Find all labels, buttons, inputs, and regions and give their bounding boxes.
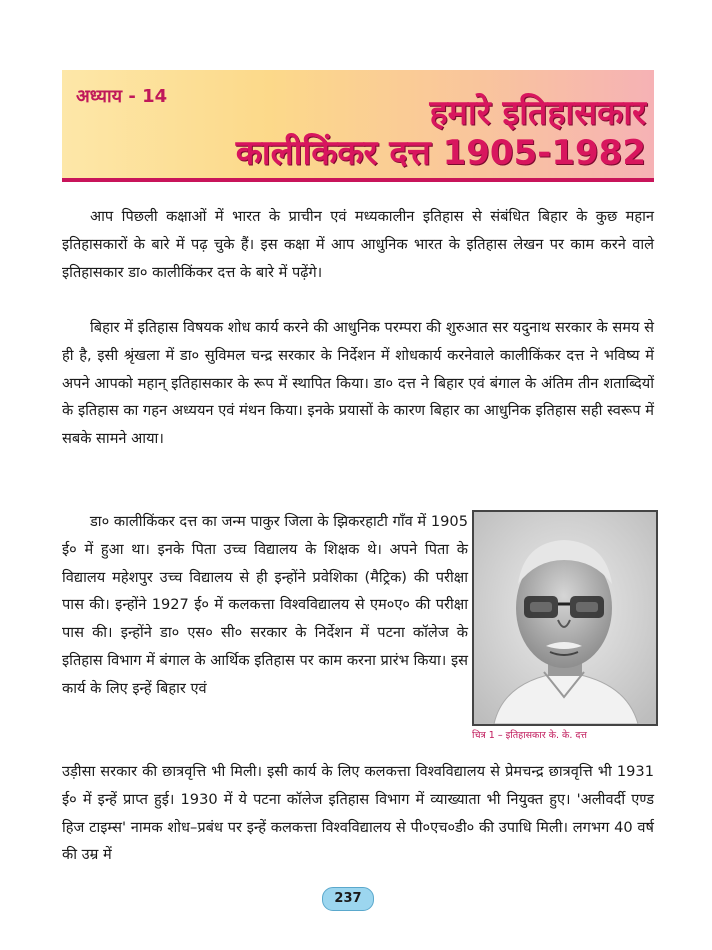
- paragraph-intro: आप पिछली कक्षाओं में भारत के प्राचीन एवं मध्यकालीन इतिहास से संबंधित बिहार के कुछ महान इतिहासकारों के बारे में पढ़ चुके हैं। इस कक्षा में आप आधुनिक भारत के इतिहास लेखन पर काम करने वाले इतिहासकार डा० कालीकिंकर दत्त के बारे में पढ़ेंगे।: [62, 208, 654, 281]
- portrait-photo: [472, 510, 658, 726]
- header-divider: [62, 178, 654, 182]
- page-number: 237: [322, 887, 374, 911]
- chapter-title: हमारे इतिहासकार: [429, 93, 646, 133]
- figure-caption: चित्र 1 – इतिहासकार के. के. दत्त: [472, 730, 587, 741]
- paragraph-tradition: बिहार में इतिहास विषयक शोध कार्य करने की आधुनिक परम्परा की शुरुआत सर यदुनाथ सरकार के समय से ही है, इसी श्रृंखला में डा० सुविमल चन्द्र सरकार के निर्देशन में शोधकार्य करनेवाले कालीकिंकर दत्त ने भविष्य में अपने आपको महान् इतिहासकार के रूप में स्थापित किया। डा० दत्त ने बिहार एवं बंगाल के अंतिम तीन शताब्दियों के इतिहास का गहन अध्ययन एवं मंथन किया। इनके प्रयासों के कारण बिहार का आधुनिक इतिहास सही स्वरूप में सबके सामने आया।: [62, 319, 654, 448]
- paragraph-early-life: डा० कालीकिंकर दत्त का जन्म पाकुर जिला के झिकरहाटी गाँव में 1905 ई० में हुआ था। इनके पिता उच्च विद्यालय के शिक्षक थे। अपने पिता के विद्यालय महेशपुर उच्च विद्यालय से ही इन्होंने प्रवेशिका (मैट्रिक) की परीक्षा पास की। इन्होंने 1927 ई० में कलकत्ता विश्वविद्यालय से एम०ए० की परीक्षा पास की। इन्होंने डा० एस० सी० सरकार के निर्देशन में पटना कॉलेज के इतिहास विभाग में बंगाल के आर्थिक इतिहास पर काम करना प्रारंभ किया। इस कार्य के लिए इन्हें बिहार एवं: [62, 513, 468, 697]
- portrait-illustration: [474, 512, 656, 724]
- chapter-subtitle: कालीकिंकर दत्त 1905-1982: [235, 133, 646, 173]
- chapter-number: अध्याय - 14: [76, 86, 168, 107]
- paragraph-career: उड़ीसा सरकार की छात्रवृत्ति भी मिली। इसी कार्य के लिए कलकत्ता विश्वविद्यालय से प्रेमचन्द्र छात्रवृत्ति भी 1931 ई० में इन्हें प्राप्त हुई। 1930 में ये पटना कॉलेज इतिहास विभाग में व्याख्याता भी नियुक्त हुए। 'अलीवर्दी एण्ड हिज टाइम्स' नामक शोध–प्रबंध पर इन्हें कलकत्ता विश्वविद्यालय से पी०एच०डी० की उपाधि मिली। लगभग 40 वर्ष की उम्र में: [62, 763, 654, 864]
